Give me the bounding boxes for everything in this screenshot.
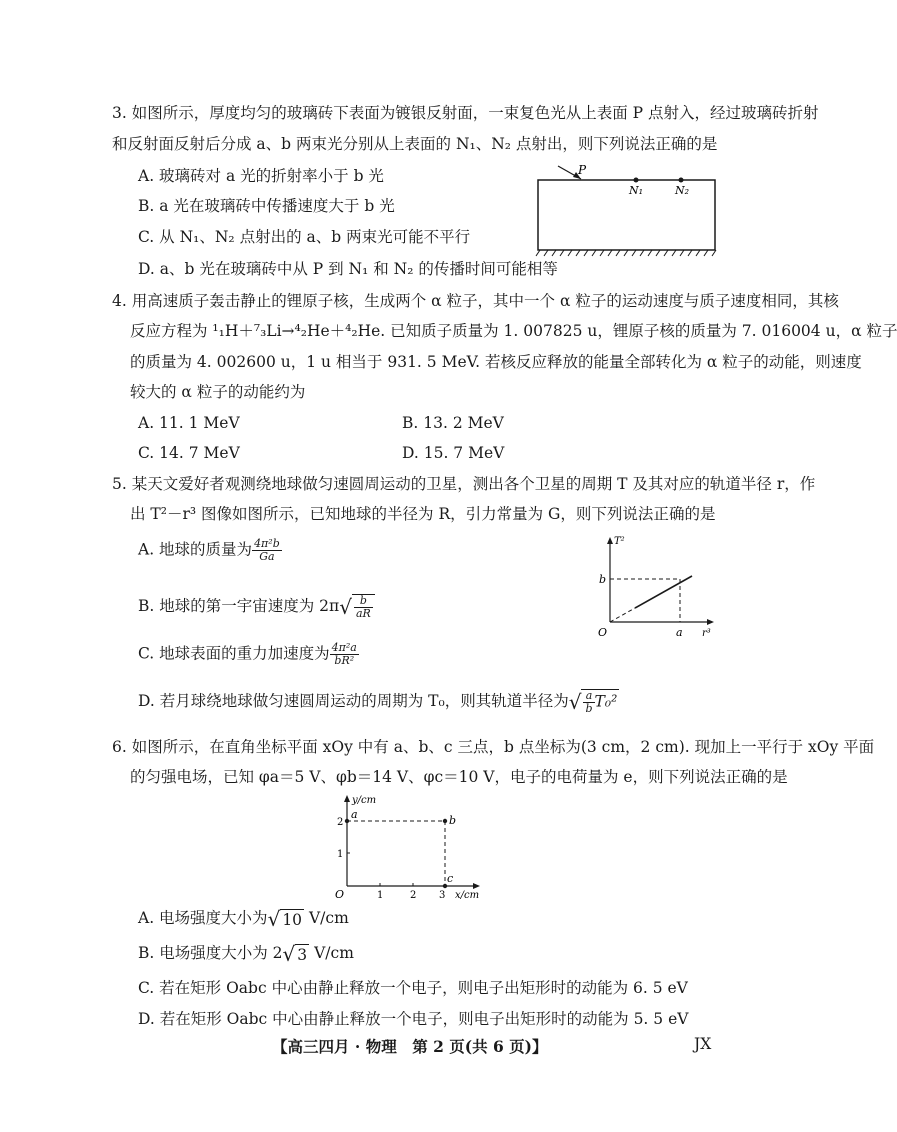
q5-option-a <box>138 538 282 563</box>
q3-option-a: A. 玻璃砖对 a 光的折射率小于 b 光 <box>138 167 384 185</box>
q5-a-denominator: Ga <box>259 550 275 563</box>
y-axis-label: T² <box>614 536 625 547</box>
dashed-extension <box>610 608 635 622</box>
point-b <box>443 819 447 823</box>
point-a <box>345 819 349 823</box>
q5-stem-line1: 5. 某天文爱好者观测绕地球做匀速圆周运动的卫星，测出各个卫星的周期 T 及其对应的轨道半径 r，作 <box>112 475 816 493</box>
q5-option-d <box>138 689 619 715</box>
q4-stem-line4: 较大的 α 粒子的动能约为 <box>130 383 306 401</box>
x-axis-label: r³ <box>702 628 711 639</box>
sqrt-symbol: √ <box>267 907 281 931</box>
origin-label: O <box>335 888 345 901</box>
q3-stem-line2: 和反射面反射后分成 a、b 两束光分别从上表面的 N₁、N₂ 点射出，则下列说法正确的是 <box>112 135 718 153</box>
x-tick-3: 3 <box>439 890 446 901</box>
q3-glass-brick-figure <box>526 160 726 260</box>
q5-c-denominator: bR² <box>334 654 355 667</box>
q4-stem-line2: 反应方程为 ¹₁H＋⁷₃Li→⁴₂He＋⁴₂He. 已知质子质量为 1. 007825 u，锂原子核的质量为 7. 016004 u，α 粒子 <box>130 322 897 340</box>
q5-option-a-fraction <box>252 538 282 563</box>
b-label: b <box>449 814 457 827</box>
q3-option-d: D. a、b 光在玻璃砖中从 P 到 N₁ 和 N₂ 的传播时间可能相等 <box>138 260 558 278</box>
q3-option-c: C. 从 N₁、N₂ 点射出的 a、b 两束光可能不平行 <box>138 228 471 246</box>
q6-stem-line1: 6. 如图所示，在直角坐标平面 xOy 中有 a、b、c 三点，b 点坐标为(3 cm，2 cm). 现加上一平行于 xOy 平面 <box>112 738 875 756</box>
q6-a-radicand: 10 <box>282 910 303 929</box>
a-label: a <box>676 626 683 639</box>
q4-option-c: C. 14. 7 MeV <box>138 444 240 462</box>
q5-stem-line2: 出 T²－r³ 图像如图所示，已知地球的半径为 R，引力常量为 G，则下列说法正确的是 <box>130 505 716 523</box>
q5-option-c-text: C. 地球表面的重力加速度为 <box>138 644 330 663</box>
q6-a-unit: V/cm <box>304 909 349 927</box>
q5-option-d-radicand <box>581 689 619 715</box>
q3-stem-line1: 3. 如图所示，厚度均匀的玻璃砖下表面为镀银反射面，一束复色光从上表面 P 点射入，经过玻璃砖折射 <box>112 104 819 122</box>
q6-option-d: D. 若在矩形 Oabc 中心由静止释放一个电子，则电子出矩形时的动能为 5. 5 eV <box>138 1010 689 1028</box>
footer-code: JX <box>694 1035 712 1053</box>
x-axis-label: x/cm <box>455 890 480 901</box>
q6-option-b-text: B. 电场强度大小为 2 <box>138 944 283 962</box>
q5-d-numerator: a <box>583 690 594 703</box>
q4-option-a: A. 11. 1 MeV <box>138 414 240 432</box>
graph-line <box>635 576 692 608</box>
q5-b-numerator: b <box>354 595 373 608</box>
page-footer: 【高三四月 · 物理 第 2 页(共 6 页)】 <box>272 1037 548 1056</box>
y-tick-1: 1 <box>337 849 344 860</box>
q3-option-b: B. a 光在玻璃砖中传播速度大于 b 光 <box>138 197 395 215</box>
q5-option-d-text: D. 若月球绕地球做匀速圆周运动的周期为 T₀，则其轨道半径为 <box>138 692 569 710</box>
point-n2 <box>679 178 684 183</box>
q6-b-unit: V/cm <box>309 944 354 962</box>
q6-coordinate-figure <box>325 790 495 900</box>
q6-stem-line2: 的匀强电场，已知 φa＝5 V、φb＝14 V、φc＝10 V，电子的电荷量为 e，则下列说法正确的是 <box>130 768 788 786</box>
q5-d-suffix: T₀² <box>594 692 618 711</box>
q6-option-a <box>138 908 349 930</box>
x-tick-2: 2 <box>410 890 417 901</box>
y-tick-2: 2 <box>337 817 344 828</box>
q5-t2-r3-graph <box>590 532 720 642</box>
b-label: b <box>599 573 607 586</box>
q4-stem-line3: 的质量为 4. 002600 u，1 u 相当于 931. 5 MeV. 若核反应释放的能量全部转化为 α 粒子的动能，则速度 <box>130 353 862 371</box>
label-p: P <box>578 163 587 177</box>
origin-label: O <box>598 626 608 639</box>
x-tick-1: 1 <box>377 890 384 901</box>
label-n1: N₁ <box>629 184 644 197</box>
q4-stem-line1: 4. 用高速质子轰击静止的锂原子核，生成两个 α 粒子，其中一个 α 粒子的运动速度与质子速度相同，其核 <box>112 292 839 310</box>
q5-option-c-fraction <box>330 642 359 667</box>
q5-a-numerator: 4π²b <box>254 537 280 550</box>
q6-option-a-text: A. 电场强度大小为 <box>138 909 268 927</box>
y-axis-label: y/cm <box>352 795 377 806</box>
a-label: a <box>351 808 358 821</box>
c-label: c <box>447 872 454 885</box>
sqrt-symbol: √ <box>339 595 352 619</box>
label-n2: N₂ <box>675 184 690 197</box>
q5-d-denominator: b <box>585 702 593 715</box>
q5-option-c <box>138 642 359 667</box>
q5-option-b-radicand <box>352 594 375 620</box>
sqrt-symbol: √ <box>568 690 582 714</box>
q4-option-b: B. 13. 2 MeV <box>402 414 504 432</box>
q6-option-c: C. 若在矩形 Oabc 中心由静止释放一个电子，则电子出矩形时的动能为 6. 5 eV <box>138 979 688 997</box>
q5-b-denominator: aR <box>355 607 371 620</box>
q5-c-numerator: 4π²a <box>331 641 357 654</box>
q5-option-b <box>138 594 375 620</box>
sqrt-symbol: √ <box>282 942 296 966</box>
q6-option-b <box>138 943 354 965</box>
q5-option-a-text: A. 地球的质量为 <box>138 540 253 559</box>
q6-b-radicand: 3 <box>297 945 308 964</box>
point-n1 <box>634 178 639 183</box>
q4-option-d: D. 15. 7 MeV <box>402 444 505 462</box>
q5-option-b-text: B. 地球的第一宇宙速度为 2π <box>138 597 340 615</box>
